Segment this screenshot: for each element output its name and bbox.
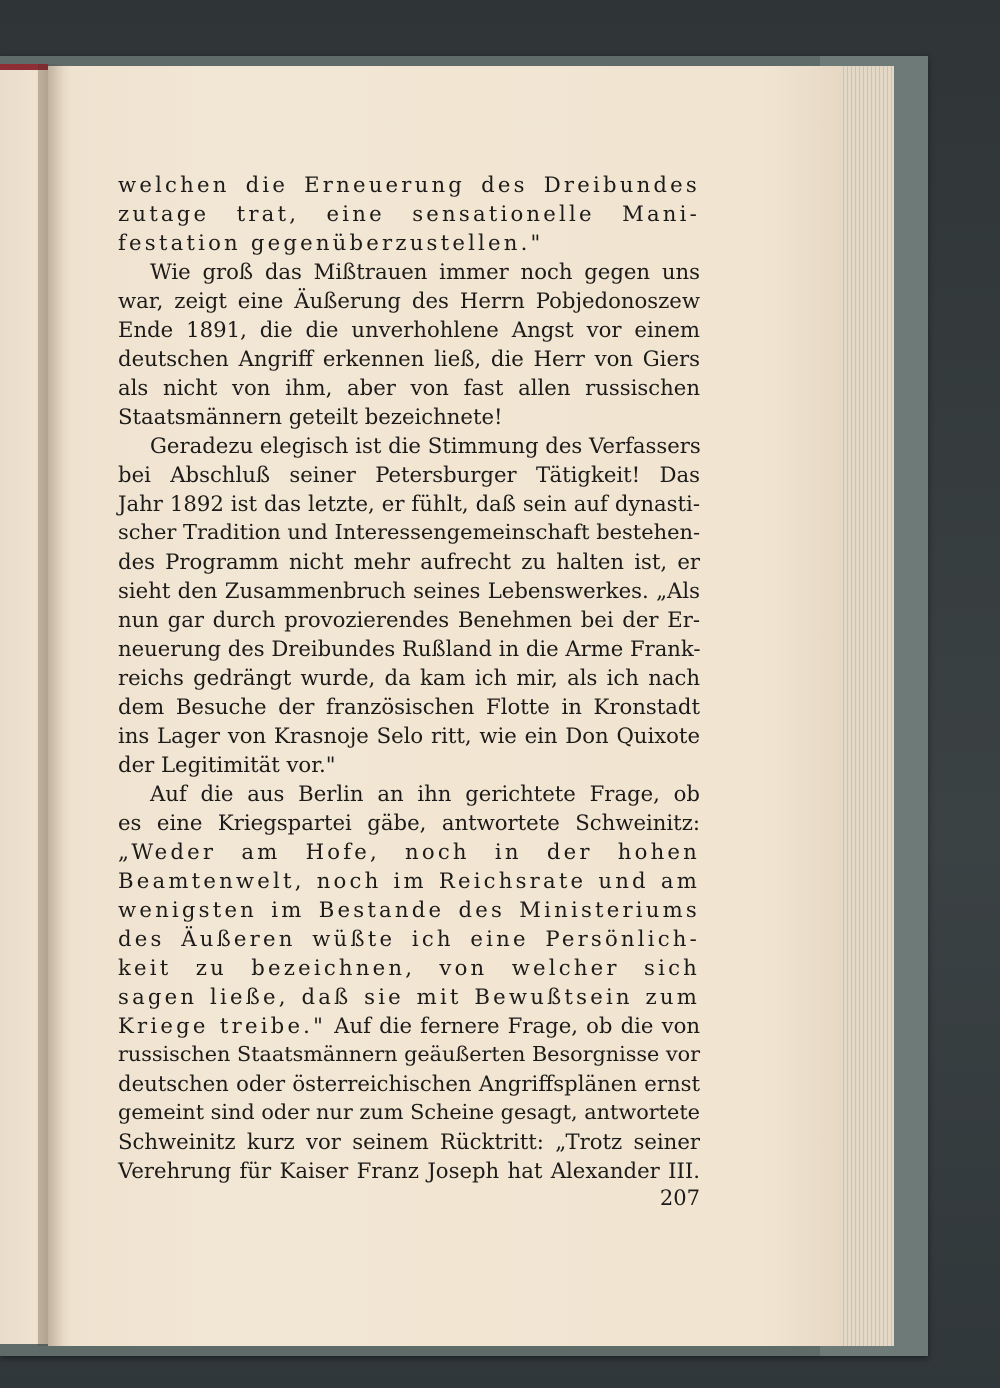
page-number: 207 — [659, 1186, 700, 1210]
text-line: sieht den Zusammenbruch seines Lebenswerkes. „Als — [118, 578, 700, 603]
text-line: neuerung des Dreibundes Rußland in die Arme Frank- — [118, 636, 701, 661]
text-line: Beamtenwelt, noch im Reichsrate und am — [118, 868, 700, 893]
text-line: Verehrung für Kaiser Franz Joseph hat Alexander III. — [118, 1158, 700, 1183]
text-line: Schweinitz kurz vor seinem Rücktritt: „Trotz seiner — [118, 1129, 700, 1154]
text-line — [118, 1011, 700, 1040]
text-line: wenigsten im Bestande des Ministeriums — [118, 897, 700, 922]
text-line: reichs gedrängt wurde, da kam ich mir, als ich nach — [118, 665, 700, 690]
text-line-rest: Auf die fernere Frage, ob die von — [334, 1013, 700, 1038]
text-line: Auf die aus Berlin an ihn gerichtete Frage, ob — [150, 781, 700, 806]
text-line: gemeint sind oder nur zum Scheine gesagt, antwortete — [118, 1100, 700, 1124]
text-line: russischen Staatsmännern geäußerten Besorgnisse vor — [118, 1042, 700, 1066]
text-line: sagen ließe, daß sie mit Bewußtsein zum — [118, 984, 700, 1009]
text-line: es eine Kriegspartei gäbe, antwortete Schweinitz: — [118, 810, 700, 835]
text-line: nun gar durch provozierendes Benehmen bei der Er- — [118, 607, 700, 632]
text-line: welchen die Erneuerung des Dreibundes — [118, 172, 700, 197]
text-line: des Programm nicht mehr aufrecht zu halten ist, er — [118, 549, 700, 574]
text-line: der Legitimität vor." — [118, 752, 336, 777]
text-line: festation gegenüberzustellen." — [118, 230, 544, 255]
text-line: ins Lager von Krasnoje Selo ritt, wie ein Don Quixote — [118, 723, 700, 748]
text-line: des Äußeren wüßte ich eine Persönlich- — [118, 926, 700, 951]
text-line: deutschen oder österreichischen Angriffsplänen ernst — [118, 1071, 700, 1096]
page-text — [118, 170, 700, 1185]
text-line: scher Tradition und Interessengemeinschaft bestehen- — [118, 520, 701, 544]
text-line: war, zeigt eine Äußerung des Herrn Pobjedonoszew — [118, 288, 700, 313]
text-line: bei Abschluß seiner Petersburger Tätigkeit! Das — [118, 462, 700, 487]
text-line: dem Besuche der französischen Flotte in Kronstadt — [118, 694, 700, 719]
gutter-shadow — [38, 64, 64, 1346]
text-line: deutschen Angriff erkennen ließ, die Herr von Giers — [118, 346, 700, 371]
text-line: Staatsmännern geteilt bezeichnete! — [118, 404, 503, 429]
text-line: Wie groß das Mißtrauen immer noch gegen uns — [150, 259, 700, 284]
text-line: „Weder am Hofe, noch in der hohen — [118, 839, 700, 864]
text-line: Jahr 1892 ist das letzte, er fühlt, daß sein auf dynasti- — [118, 491, 700, 516]
text-line: zutage trat, eine sensationelle Mani- — [118, 201, 700, 226]
text-line: als nicht von ihm, aber von fast allen russischen — [118, 375, 700, 400]
text-line-spaced-part: Kriege treibe." — [118, 1013, 327, 1038]
text-line: keit zu bezeichnen, von welcher sich — [118, 955, 700, 980]
text-line: Geradezu elegisch ist die Stimmung des Verfassers — [150, 433, 701, 458]
text-line: Ende 1891, die die unverhohlene Angst vor einem — [118, 317, 700, 342]
